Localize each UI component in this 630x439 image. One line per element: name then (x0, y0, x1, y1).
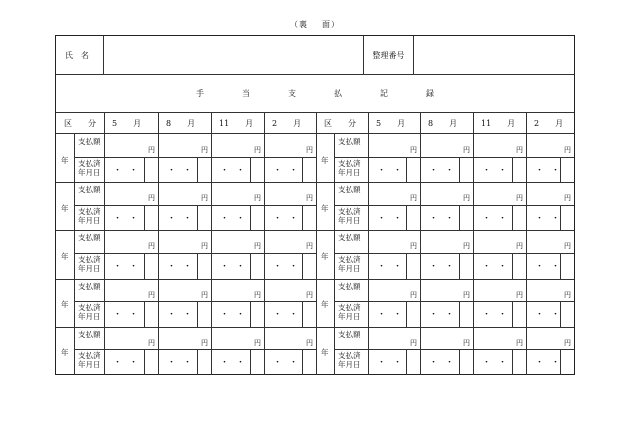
yen-unit: 円 (148, 242, 155, 251)
date-subdivider (197, 253, 198, 279)
row-divider (74, 253, 316, 254)
paid-date-label-2: 年月日 (338, 360, 361, 370)
date-dots: ・・ (429, 165, 462, 176)
amount-label: 支払額 (338, 329, 361, 339)
date-subdivider (406, 301, 407, 327)
date-dots: ・・ (220, 358, 253, 369)
date-dots: ・・ (220, 165, 253, 176)
date-dots: ・・ (113, 310, 146, 321)
date-dots: ・・ (167, 165, 200, 176)
date-dots: ・・ (429, 310, 462, 321)
amount-label: 支払額 (338, 137, 361, 146)
column-divider (74, 134, 75, 375)
block-divider (56, 327, 574, 328)
column-divider (211, 134, 212, 375)
row-divider (74, 301, 316, 302)
row-divider (334, 205, 574, 206)
paid-date-label-2: 年月日 (338, 312, 361, 322)
header-divider (211, 113, 212, 133)
date-subdivider (250, 157, 251, 183)
block-divider (56, 230, 574, 231)
number-field[interactable] (414, 36, 574, 74)
row-divider (74, 205, 316, 206)
yen-unit: 円 (306, 146, 313, 154)
column-divider (264, 134, 265, 375)
yen-unit: 円 (254, 338, 261, 347)
paid-date-label-1: 支払済 (78, 351, 101, 361)
month-header-left-0: 5 月 (112, 119, 142, 128)
name-field[interactable] (104, 36, 364, 74)
date-subdivider (512, 349, 513, 375)
amount-label: 支払額 (78, 233, 101, 243)
yen-unit: 円 (463, 194, 470, 203)
block-divider (56, 182, 574, 183)
year-label: 年 (61, 155, 69, 165)
row-divider (74, 157, 316, 158)
amount-label: 支払額 (338, 233, 361, 243)
column-divider (158, 134, 159, 375)
amount-label: 支払額 (78, 137, 101, 146)
date-dots: ・・ (167, 358, 200, 369)
date-subdivider (406, 349, 407, 375)
date-dots: ・・ (273, 262, 306, 273)
date-subdivider (406, 157, 407, 183)
amount-label: 支払額 (78, 329, 101, 339)
date-subdivider (144, 253, 145, 279)
yen-unit: 円 (410, 290, 417, 299)
paid-date-label-1: 支払済 (338, 206, 361, 216)
paid-date-label-2: 年月日 (338, 264, 361, 274)
date-dots: ・・ (377, 310, 410, 321)
date-subdivider (197, 157, 198, 183)
date-dots: ・・ (429, 358, 462, 369)
year-label: 年 (61, 252, 69, 262)
year-label: 年 (61, 348, 69, 358)
paid-date-label-2: 年月日 (338, 215, 361, 225)
date-dots: ・・ (113, 213, 146, 224)
date-dots: ・・ (220, 310, 253, 321)
paid-date-label-2: 年月日 (78, 215, 101, 225)
column-divider (420, 134, 421, 375)
date-dots: ・・ (377, 358, 410, 369)
yen-unit: 円 (564, 338, 571, 347)
date-subdivider (250, 349, 251, 375)
amount-label: 支払額 (338, 281, 361, 291)
date-dots: ・・ (482, 358, 515, 369)
header-divider (420, 113, 421, 133)
date-dots: ・・ (377, 262, 410, 273)
yen-unit: 円 (463, 242, 470, 251)
date-dots: ・・ (113, 262, 146, 273)
date-subdivider (144, 301, 145, 327)
date-subdivider (197, 301, 198, 327)
month-header-right-1: 8 月 (428, 119, 458, 128)
date-dots: ・・ (273, 310, 306, 321)
column-header-row (56, 113, 574, 134)
record-grid (56, 134, 574, 375)
yen-unit: 円 (564, 194, 571, 203)
date-dots: ・・ (482, 213, 515, 224)
row-divider (334, 349, 574, 350)
paid-date-label-1: 支払済 (78, 206, 101, 216)
date-subdivider (560, 349, 561, 375)
form-title: 手当支払記録 (56, 75, 574, 113)
date-subdivider (512, 301, 513, 327)
date-dots: ・・ (535, 165, 568, 176)
header-divider (473, 113, 474, 133)
paid-date-label-2: 年月日 (78, 360, 101, 370)
header-divider (316, 113, 317, 133)
date-dots: ・・ (535, 310, 568, 321)
yen-unit: 円 (516, 194, 523, 203)
block-divider (56, 279, 574, 280)
yen-unit: 円 (516, 146, 523, 154)
yen-unit: 円 (201, 242, 208, 251)
number-label: 整理番号 (364, 36, 414, 74)
date-subdivider (302, 253, 303, 279)
yen-unit: 円 (463, 338, 470, 347)
yen-unit: 円 (410, 242, 417, 251)
date-subdivider (406, 253, 407, 279)
year-label: 年 (321, 300, 329, 310)
year-label: 年 (61, 300, 69, 310)
date-subdivider (560, 253, 561, 279)
yen-unit: 円 (564, 242, 571, 251)
date-dots: ・・ (482, 165, 515, 176)
yen-unit: 円 (148, 290, 155, 299)
yen-unit: 円 (306, 242, 313, 251)
column-divider (104, 134, 105, 375)
date-subdivider (406, 205, 407, 231)
paid-date-label-2: 年月日 (78, 264, 101, 274)
header-divider (264, 113, 265, 133)
payment-record-form (55, 35, 575, 375)
yen-unit: 円 (410, 194, 417, 203)
month-header-left-1: 8 月 (166, 119, 196, 128)
yen-unit: 円 (201, 194, 208, 203)
date-subdivider (250, 253, 251, 279)
yen-unit: 円 (564, 146, 571, 154)
row-divider (334, 157, 574, 158)
date-dots: ・・ (167, 262, 200, 273)
yen-unit: 円 (410, 338, 417, 347)
amount-label: 支払額 (338, 185, 361, 195)
paid-date-label-2: 年月日 (78, 167, 101, 177)
year-label: 年 (321, 203, 329, 213)
name-label: 氏 名 (56, 36, 104, 74)
month-header-right-2: 11 月 (481, 119, 516, 128)
caption-left: （裏 (290, 20, 308, 29)
year-label: 年 (321, 252, 329, 262)
paid-date-label-2: 年月日 (338, 167, 361, 177)
paid-date-label-1: 支払済 (338, 255, 361, 265)
date-subdivider (197, 205, 198, 231)
date-dots: ・・ (220, 213, 253, 224)
month-header-right-3: 2 月 (534, 119, 564, 128)
yen-unit: 円 (463, 290, 470, 299)
date-dots: ・・ (535, 213, 568, 224)
date-subdivider (144, 349, 145, 375)
date-subdivider (459, 205, 460, 231)
date-dots: ・・ (273, 165, 306, 176)
paid-date-label-1: 支払済 (78, 303, 101, 313)
paid-date-label-1: 支払済 (338, 303, 361, 313)
date-dots: ・・ (535, 358, 568, 369)
date-subdivider (560, 157, 561, 183)
paid-date-label-1: 支払済 (78, 158, 101, 168)
date-dots: ・・ (113, 358, 146, 369)
yen-unit: 円 (148, 194, 155, 203)
yen-unit: 円 (254, 146, 261, 154)
date-subdivider (302, 205, 303, 231)
header-divider (158, 113, 159, 133)
date-dots: ・・ (482, 262, 515, 273)
date-dots: ・・ (167, 310, 200, 321)
date-subdivider (560, 205, 561, 231)
date-dots: ・・ (377, 165, 410, 176)
date-subdivider (512, 253, 513, 279)
paid-date-label-2: 年月日 (78, 312, 101, 322)
caption-right: 面） (322, 20, 340, 29)
date-dots: ・・ (535, 262, 568, 273)
date-dots: ・・ (482, 310, 515, 321)
yen-unit: 円 (306, 194, 313, 203)
amount-label: 支払額 (78, 185, 101, 195)
date-dots: ・・ (377, 213, 410, 224)
date-subdivider (459, 301, 460, 327)
date-dots: ・・ (429, 262, 462, 273)
month-header-left-3: 2 月 (272, 119, 302, 128)
header-row (56, 36, 574, 75)
yen-unit: 円 (410, 146, 417, 154)
yen-unit: 円 (564, 290, 571, 299)
date-subdivider (512, 205, 513, 231)
column-divider (526, 134, 527, 375)
date-dots: ・・ (113, 165, 146, 176)
column-label-right: 区 分 (324, 119, 356, 128)
date-subdivider (250, 301, 251, 327)
date-subdivider (512, 157, 513, 183)
header-divider (526, 113, 527, 133)
column-label-left: 区 分 (64, 119, 96, 128)
date-dots: ・・ (429, 213, 462, 224)
date-subdivider (459, 349, 460, 375)
yen-unit: 円 (148, 338, 155, 347)
column-divider (368, 134, 369, 375)
date-subdivider (459, 157, 460, 183)
paid-date-label-1: 支払済 (338, 351, 361, 361)
yen-unit: 円 (254, 194, 261, 203)
date-subdivider (302, 157, 303, 183)
row-divider (334, 253, 574, 254)
date-subdivider (144, 157, 145, 183)
header-divider (368, 113, 369, 133)
month-header-left-2: 11 月 (219, 119, 254, 128)
column-divider (473, 134, 474, 375)
yen-unit: 円 (516, 242, 523, 251)
paid-date-label-1: 支払済 (78, 255, 101, 265)
year-label: 年 (321, 155, 329, 165)
date-dots: ・・ (220, 262, 253, 273)
paid-date-label-1: 支払済 (338, 158, 361, 168)
date-subdivider (302, 349, 303, 375)
date-subdivider (560, 301, 561, 327)
amount-label: 支払額 (78, 281, 101, 291)
yen-unit: 円 (148, 146, 155, 154)
page-caption (0, 19, 630, 30)
row-divider (334, 301, 574, 302)
date-dots: ・・ (167, 213, 200, 224)
yen-unit: 円 (201, 290, 208, 299)
yen-unit: 円 (463, 146, 470, 154)
date-subdivider (302, 301, 303, 327)
yen-unit: 円 (254, 242, 261, 251)
header-divider (104, 113, 105, 133)
date-dots: ・・ (273, 358, 306, 369)
date-subdivider (250, 205, 251, 231)
year-label: 年 (321, 348, 329, 358)
year-label: 年 (61, 203, 69, 213)
column-divider (316, 134, 317, 375)
yen-unit: 円 (306, 290, 313, 299)
yen-unit: 円 (516, 290, 523, 299)
column-divider (334, 134, 335, 375)
yen-unit: 円 (201, 338, 208, 347)
date-subdivider (197, 349, 198, 375)
yen-unit: 円 (516, 338, 523, 347)
date-subdivider (459, 253, 460, 279)
month-header-right-0: 5 月 (376, 119, 406, 128)
date-dots: ・・ (273, 213, 306, 224)
yen-unit: 円 (201, 146, 208, 154)
yen-unit: 円 (306, 338, 313, 347)
yen-unit: 円 (254, 290, 261, 299)
row-divider (74, 349, 316, 350)
date-subdivider (144, 205, 145, 231)
